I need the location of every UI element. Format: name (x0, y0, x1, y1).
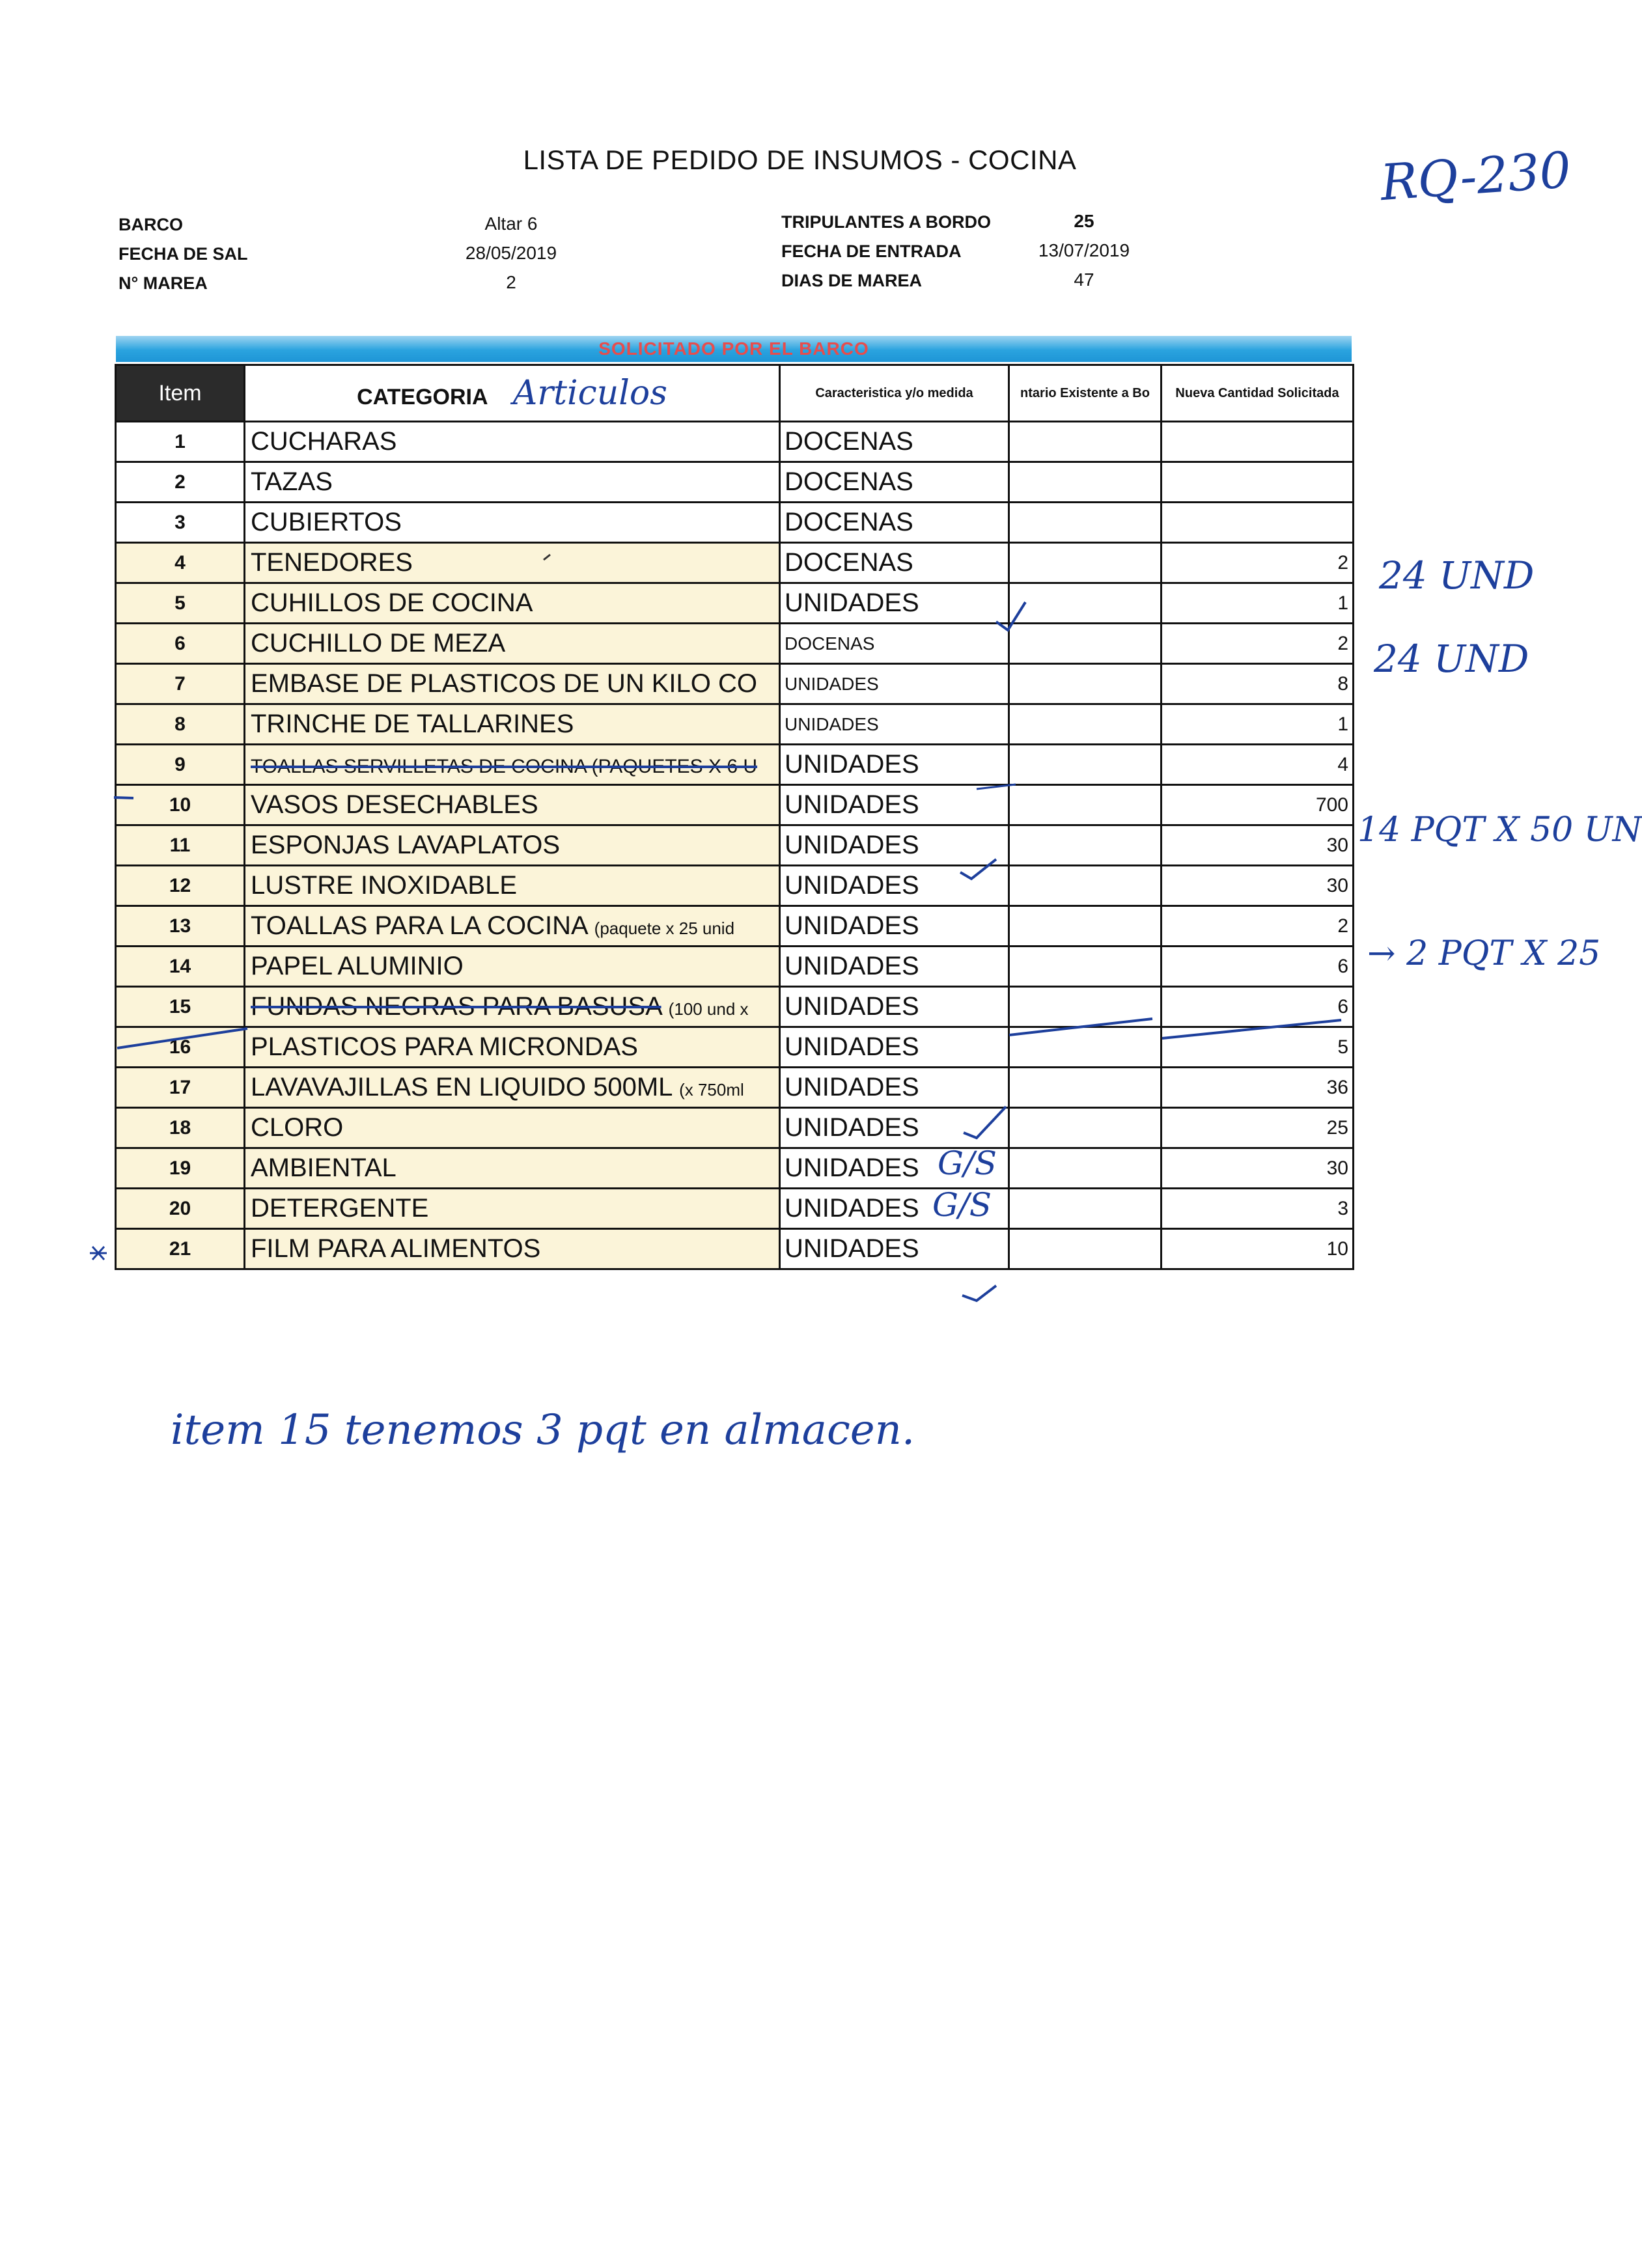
row-item-number: 7 (116, 664, 245, 704)
row-item-number: 12 (116, 866, 245, 906)
margin-note-row18: G/S (938, 1144, 997, 1182)
dias-label: DIAS DE MAREA (781, 271, 923, 290)
bottom-handwritten-note: item 15 tenemos 3 pqt en almacen. (171, 1406, 915, 1454)
col-inventario: ntario Existente a Bo (1009, 365, 1162, 422)
row-categoria-label: VASOS DESECHABLES (251, 790, 538, 819)
row-medida: DOCENAS (780, 543, 1009, 583)
col-nueva-cantidad: Nueva Cantidad Solicitada (1162, 365, 1354, 422)
row-cantidad: 3 (1162, 1189, 1354, 1229)
row-item-number: 3 (116, 503, 245, 543)
row-cantidad: 10 (1162, 1229, 1354, 1269)
marea-label: N° MAREA (118, 273, 208, 293)
row-cantidad: 1 (1162, 704, 1354, 745)
row-cantidad: 2 (1162, 624, 1354, 664)
row-medida: UNIDADES (780, 1148, 1009, 1189)
tripulantes-value: 25 (1074, 211, 1094, 231)
strike-line-icon (1009, 1019, 1152, 1035)
document-title: LISTA DE PEDIDO DE INSUMOS - COCINA (523, 145, 1077, 175)
row-cantidad: 700 (1162, 785, 1354, 825)
row-item-number: 17 (116, 1068, 245, 1108)
check-mark-icon (960, 859, 996, 879)
col-item: Item (116, 365, 245, 422)
row-medida: UNIDADES (780, 785, 1009, 825)
row-categoria-label: TRINCHE DE TALLARINES (251, 710, 574, 738)
row-item-number: 1 (116, 422, 245, 462)
col-categoria-label: CATEGORIA (357, 385, 488, 409)
row-categoria-label: ESPONJAS LAVAPLATOS (251, 831, 560, 859)
row-medida: UNIDADES (780, 906, 1009, 947)
marea-value: 2 (506, 272, 516, 292)
row-categoria-note: (x 750ml (679, 1080, 744, 1099)
row-medida: UNIDADES (780, 1027, 1009, 1068)
row-item-number: 13 (116, 906, 245, 947)
row-medida: UNIDADES (780, 1108, 1009, 1148)
col-caracteristica: Caracteristica y/o medida (780, 365, 1009, 422)
row-item-number: 14 (116, 947, 245, 987)
row-item-number: 2 (116, 462, 245, 503)
margin-note-row13: → 2 PQT X 25 (1367, 934, 1601, 973)
margin-note-row4: 24 UND (1379, 553, 1535, 598)
row-item-number: 10 (116, 785, 245, 825)
row-categoria-label: TOALLAS SERVILLETAS DE COCINA (PAQUETES X 6 U (251, 756, 758, 777)
row-categoria-label: CUHILLOS DE COCINA (251, 588, 533, 617)
banner-solicitado: SOLICITADO POR EL BARCO (116, 336, 1352, 362)
barco-label: BARCO (118, 215, 183, 234)
row-cantidad: 8 (1162, 664, 1354, 704)
row-cantidad: 6 (1162, 987, 1354, 1027)
row-item-number: 21 (116, 1229, 245, 1269)
check-mark-icon (962, 1286, 996, 1301)
row-categoria-note: (100 und x (668, 999, 749, 1019)
row-cantidad: 2 (1162, 543, 1354, 583)
row-medida: UNIDADES (780, 583, 1009, 624)
tripulantes-label: TRIPULANTES A BORDO (781, 212, 991, 232)
row-medida: UNIDADES (780, 825, 1009, 866)
row-medida: DOCENAS (780, 422, 1009, 462)
row-item-number: 19 (116, 1148, 245, 1189)
row-medida: UNIDADES (780, 704, 1009, 745)
check-mark-icon (964, 1107, 1006, 1138)
row-categoria-label: LUSTRE INOXIDABLE (251, 871, 518, 900)
margin-note-row10: 14 PQT X 50 UN (1357, 810, 1642, 850)
row-medida: UNIDADES (780, 1229, 1009, 1269)
row-categoria-label: DETERGENTE (251, 1194, 429, 1223)
categoria-handwritten: Articulos (512, 374, 667, 413)
row-item-number: 20 (116, 1189, 245, 1229)
row-medida: UNIDADES (780, 866, 1009, 906)
row-item-number: 5 (116, 583, 245, 624)
strike-line-icon (114, 797, 133, 798)
request-code-handwritten: RQ-230 (1378, 140, 1573, 212)
row-medida: DOCENAS (780, 462, 1009, 503)
row-medida: UNIDADES (780, 947, 1009, 987)
row-categoria-label: CUCHARAS (251, 427, 397, 456)
row-medida: UNIDADES (780, 664, 1009, 704)
row-cantidad: 4 (1162, 745, 1354, 785)
row-cantidad: 36 (1162, 1068, 1354, 1108)
row-cantidad: 30 (1162, 866, 1354, 906)
row-cantidad: 25 (1162, 1108, 1354, 1148)
row-categoria-label: PAPEL ALUMINIO (251, 952, 464, 980)
row-item-number: 16 (116, 1027, 245, 1068)
row-medida: DOCENAS (780, 624, 1009, 664)
row-categoria-label: EMBASE DE PLASTICOS DE UN KILO CO (251, 669, 757, 698)
row-medida: DOCENAS (780, 503, 1009, 543)
row-categoria-label: CUCHILLO DE MEZA (251, 629, 506, 657)
row-categoria-label: FUNDAS NEGRAS PARA BASUSA (251, 992, 661, 1021)
row-categoria-label: TAZAS (251, 467, 333, 496)
row-cantidad: 5 (1162, 1027, 1354, 1068)
row-categoria-label: TENEDORES (251, 548, 413, 577)
row-categoria-label: CLORO (251, 1113, 344, 1142)
fecha-entrada-label: FECHA DE ENTRADA (781, 242, 962, 261)
fecha-entrada-value: 13/07/2019 (1038, 240, 1130, 260)
row-item-number: 9 (116, 745, 245, 785)
row-categoria-label: PLASTICOS PARA MICRONDAS (251, 1032, 638, 1061)
row-categoria-label: LAVAVAJILLAS EN LIQUIDO 500ML (251, 1073, 672, 1101)
row-cantidad: 2 (1162, 906, 1354, 947)
row-categoria-note: (paquete x 25 unid (594, 919, 735, 938)
row-item-number: 11 (116, 825, 245, 866)
strike-line-icon (977, 784, 1016, 789)
row-item-number: 15 (116, 987, 245, 1027)
row-medida: UNIDADES (780, 987, 1009, 1027)
margin-note-row19: G/S (932, 1186, 992, 1224)
pen-dash-icon (544, 555, 550, 560)
fecha-salida-value: 28/05/2019 (465, 243, 557, 263)
row-item-number: 6 (116, 624, 245, 664)
row-item-number: 18 (116, 1108, 245, 1148)
row-categoria-label: AMBIENTAL (251, 1154, 397, 1182)
asterisk-mark-icon (90, 1247, 107, 1260)
row-cantidad: 30 (1162, 825, 1354, 866)
row-categoria-label: CUBIERTOS (251, 508, 402, 536)
dias-value: 47 (1074, 270, 1094, 290)
fecha-salida-label: FECHA DE SAL (118, 244, 248, 264)
row-categoria-label: TOALLAS PARA LA COCINA (251, 911, 587, 940)
row-medida: UNIDADES (780, 1068, 1009, 1108)
row-cantidad: 1 (1162, 583, 1354, 624)
row-categoria-label: FILM PARA ALIMENTOS (251, 1234, 541, 1263)
row-cantidad: 6 (1162, 947, 1354, 987)
margin-note-row6: 24 UND (1374, 637, 1529, 681)
check-mark-icon (996, 602, 1025, 630)
row-cantidad: 30 (1162, 1148, 1354, 1189)
row-medida: UNIDADES (780, 1189, 1009, 1229)
row-medida: UNIDADES (780, 745, 1009, 785)
row-item-number: 8 (116, 704, 245, 745)
barco-value: Altar 6 (484, 214, 538, 234)
strike-line-icon (117, 1029, 247, 1048)
strike-line-icon (1162, 1020, 1341, 1038)
row-item-number: 4 (116, 543, 245, 583)
